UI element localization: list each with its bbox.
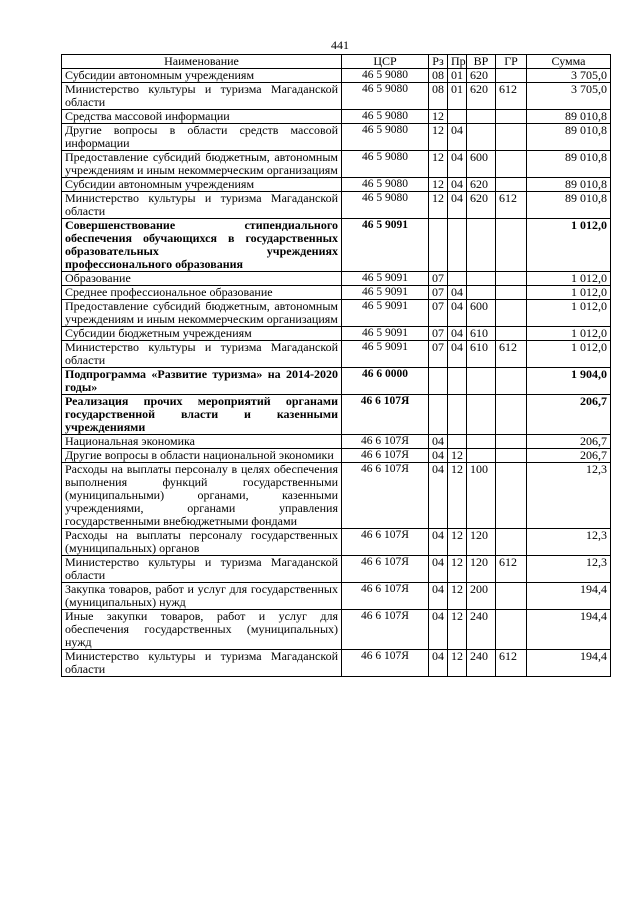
cell-name: Министерство культуры и туризма Магаданской области [62, 192, 342, 219]
table-row [62, 178, 611, 192]
table-row [62, 395, 611, 435]
cell-csr: 46 6 107Я [342, 463, 429, 529]
cell-rz: 04 [429, 529, 448, 556]
table-body [62, 69, 611, 677]
table-row [62, 124, 611, 151]
column-header-gr: ГР [496, 55, 527, 69]
cell-sum: 12,3 [527, 463, 611, 529]
table-row [62, 272, 611, 286]
cell-csr: 46 6 107Я [342, 449, 429, 463]
table-row [62, 583, 611, 610]
cell-pr [448, 219, 467, 272]
cell-rz: 04 [429, 435, 448, 449]
cell-gr [496, 151, 527, 178]
table-row [62, 219, 611, 272]
column-header-csr: ЦСР [342, 55, 429, 69]
table-row [62, 341, 611, 368]
cell-csr: 46 6 107Я [342, 650, 429, 677]
table-row [62, 300, 611, 327]
cell-name: Предоставление субсидий бюджетным, автономным учреждениям и иным некоммерческим организациям [62, 300, 342, 327]
cell-vr: 240 [467, 650, 496, 677]
cell-vr [467, 286, 496, 300]
cell-sum: 12,3 [527, 529, 611, 556]
cell-pr: 01 [448, 69, 467, 83]
cell-pr [448, 368, 467, 395]
cell-vr [467, 219, 496, 272]
cell-pr: 12 [448, 650, 467, 677]
cell-vr: 610 [467, 327, 496, 341]
cell-gr [496, 583, 527, 610]
cell-vr [467, 368, 496, 395]
cell-csr: 46 5 9080 [342, 110, 429, 124]
table-row [62, 610, 611, 650]
cell-csr: 46 5 9091 [342, 300, 429, 327]
cell-pr: 12 [448, 529, 467, 556]
cell-sum: 206,7 [527, 449, 611, 463]
cell-gr [496, 219, 527, 272]
cell-gr: 612 [496, 341, 527, 368]
cell-sum: 89 010,8 [527, 110, 611, 124]
cell-vr: 620 [467, 69, 496, 83]
cell-gr [496, 124, 527, 151]
cell-pr: 01 [448, 83, 467, 110]
cell-gr [496, 529, 527, 556]
cell-sum: 1 904,0 [527, 368, 611, 395]
cell-gr [496, 449, 527, 463]
cell-pr: 04 [448, 300, 467, 327]
cell-rz: 12 [429, 192, 448, 219]
cell-csr: 46 6 107Я [342, 435, 429, 449]
cell-csr: 46 5 9091 [342, 327, 429, 341]
cell-rz: 07 [429, 286, 448, 300]
cell-vr: 610 [467, 341, 496, 368]
cell-pr: 12 [448, 610, 467, 650]
cell-gr [496, 435, 527, 449]
cell-name: Национальная экономика [62, 435, 342, 449]
cell-name: Совершенствование стипендиального обеспечения обучающихся в государственных образовательных учреждениях профессионального образования [62, 219, 342, 272]
cell-pr: 04 [448, 124, 467, 151]
cell-pr [448, 395, 467, 435]
cell-vr: 620 [467, 192, 496, 219]
cell-gr [496, 368, 527, 395]
cell-sum: 206,7 [527, 395, 611, 435]
cell-pr: 12 [448, 449, 467, 463]
cell-sum: 1 012,0 [527, 341, 611, 368]
cell-rz: 04 [429, 650, 448, 677]
table-row [62, 110, 611, 124]
cell-pr [448, 110, 467, 124]
cell-vr [467, 124, 496, 151]
cell-gr: 612 [496, 650, 527, 677]
table-row [62, 435, 611, 449]
cell-csr: 46 5 9091 [342, 341, 429, 368]
cell-name: Реализация прочих мероприятий органами государственной власти и казенными учреждениями [62, 395, 342, 435]
cell-sum: 206,7 [527, 435, 611, 449]
cell-vr: 620 [467, 178, 496, 192]
cell-csr: 46 5 9080 [342, 178, 429, 192]
cell-rz: 12 [429, 124, 448, 151]
cell-csr: 46 5 9091 [342, 272, 429, 286]
cell-name: Другие вопросы в области средств массовой информации [62, 124, 342, 151]
cell-csr: 46 5 9080 [342, 124, 429, 151]
cell-csr: 46 5 9091 [342, 219, 429, 272]
cell-gr [496, 272, 527, 286]
cell-pr: 04 [448, 286, 467, 300]
table-row [62, 556, 611, 583]
cell-sum: 1 012,0 [527, 300, 611, 327]
cell-pr: 04 [448, 327, 467, 341]
cell-vr: 620 [467, 83, 496, 110]
cell-name: Министерство культуры и туризма Магаданской области [62, 341, 342, 368]
cell-sum: 89 010,8 [527, 151, 611, 178]
cell-gr [496, 395, 527, 435]
cell-sum: 89 010,8 [527, 124, 611, 151]
cell-rz: 04 [429, 449, 448, 463]
table-row [62, 529, 611, 556]
cell-rz [429, 395, 448, 435]
cell-pr [448, 435, 467, 449]
cell-sum: 194,4 [527, 650, 611, 677]
cell-rz [429, 219, 448, 272]
cell-rz: 04 [429, 556, 448, 583]
cell-name: Субсидии бюджетным учреждениям [62, 327, 342, 341]
table-row [62, 650, 611, 677]
column-header-rz: Рз [429, 55, 448, 69]
cell-sum: 3 705,0 [527, 83, 611, 110]
cell-name: Расходы на выплаты персоналу в целях обеспечения выполнения функций государственными (муниципальными) органами, казенными учреждениями, органами управления государственными внебюджетными фондами [62, 463, 342, 529]
cell-rz: 12 [429, 151, 448, 178]
cell-sum: 89 010,8 [527, 178, 611, 192]
cell-rz: 07 [429, 300, 448, 327]
cell-pr: 04 [448, 192, 467, 219]
cell-name: Министерство культуры и туризма Магаданской области [62, 556, 342, 583]
table-row [62, 463, 611, 529]
cell-name: Образование [62, 272, 342, 286]
cell-vr: 200 [467, 583, 496, 610]
cell-csr: 46 6 107Я [342, 529, 429, 556]
cell-name: Министерство культуры и туризма Магаданской области [62, 650, 342, 677]
cell-vr: 600 [467, 300, 496, 327]
cell-csr: 46 6 107Я [342, 395, 429, 435]
cell-vr: 600 [467, 151, 496, 178]
cell-sum: 12,3 [527, 556, 611, 583]
cell-pr: 04 [448, 178, 467, 192]
cell-name: Средства массовой информации [62, 110, 342, 124]
cell-rz: 12 [429, 110, 448, 124]
table-header [62, 55, 611, 69]
cell-vr [467, 395, 496, 435]
cell-gr [496, 327, 527, 341]
cell-gr: 612 [496, 83, 527, 110]
cell-vr: 240 [467, 610, 496, 650]
cell-name: Другие вопросы в области национальной экономики [62, 449, 342, 463]
cell-csr: 46 6 0000 [342, 368, 429, 395]
cell-vr: 120 [467, 529, 496, 556]
cell-gr [496, 286, 527, 300]
cell-csr: 46 5 9091 [342, 286, 429, 300]
cell-sum: 194,4 [527, 610, 611, 650]
cell-pr: 04 [448, 341, 467, 368]
cell-sum: 194,4 [527, 583, 611, 610]
cell-name: Иные закупки товаров, работ и услуг для обеспечения государственных (муниципальных) нужд [62, 610, 342, 650]
cell-csr: 46 6 107Я [342, 610, 429, 650]
cell-sum: 1 012,0 [527, 286, 611, 300]
table-row [62, 368, 611, 395]
cell-pr: 12 [448, 556, 467, 583]
cell-gr [496, 69, 527, 83]
cell-csr: 46 5 9080 [342, 192, 429, 219]
cell-gr [496, 300, 527, 327]
cell-rz: 12 [429, 178, 448, 192]
cell-name: Расходы на выплаты персоналу государственных (муниципальных) органов [62, 529, 342, 556]
table-row [62, 151, 611, 178]
table-row [62, 83, 611, 110]
cell-csr: 46 5 9080 [342, 69, 429, 83]
column-header-vr: ВР [467, 55, 496, 69]
cell-rz: 08 [429, 69, 448, 83]
table-row [62, 327, 611, 341]
cell-rz: 07 [429, 327, 448, 341]
cell-vr: 100 [467, 463, 496, 529]
cell-sum: 3 705,0 [527, 69, 611, 83]
cell-vr [467, 449, 496, 463]
cell-vr: 120 [467, 556, 496, 583]
cell-gr [496, 610, 527, 650]
cell-csr: 46 5 9080 [342, 151, 429, 178]
cell-pr: 12 [448, 583, 467, 610]
cell-sum: 89 010,8 [527, 192, 611, 219]
column-header-pr: Пр [448, 55, 467, 69]
cell-rz [429, 368, 448, 395]
cell-name: Предоставление субсидий бюджетным, автономным учреждениям и иным некоммерческим организациям [62, 151, 342, 178]
page-number: 441 [331, 38, 349, 52]
cell-name: Закупка товаров, работ и услуг для государственных (муниципальных) нужд [62, 583, 342, 610]
table-row [62, 192, 611, 219]
cell-vr [467, 272, 496, 286]
column-header-sum: Сумма [527, 55, 611, 69]
cell-sum: 1 012,0 [527, 219, 611, 272]
cell-gr [496, 463, 527, 529]
header-row [62, 55, 611, 69]
cell-rz: 04 [429, 463, 448, 529]
cell-gr: 612 [496, 556, 527, 583]
cell-pr: 04 [448, 151, 467, 178]
cell-sum: 1 012,0 [527, 327, 611, 341]
cell-gr [496, 110, 527, 124]
cell-rz: 04 [429, 610, 448, 650]
budget-table [61, 54, 611, 677]
cell-gr [496, 178, 527, 192]
table-row [62, 69, 611, 83]
cell-csr: 46 6 107Я [342, 556, 429, 583]
table-row [62, 449, 611, 463]
cell-rz: 04 [429, 583, 448, 610]
cell-vr [467, 110, 496, 124]
cell-pr [448, 272, 467, 286]
cell-sum: 1 012,0 [527, 272, 611, 286]
table-row [62, 286, 611, 300]
cell-gr: 612 [496, 192, 527, 219]
cell-rz: 07 [429, 272, 448, 286]
cell-rz: 07 [429, 341, 448, 368]
cell-rz: 08 [429, 83, 448, 110]
cell-vr [467, 435, 496, 449]
cell-csr: 46 5 9080 [342, 83, 429, 110]
cell-name: Субсидии автономным учреждениям [62, 178, 342, 192]
cell-name: Подпрограмма «Развитие туризма» на 2014-2020 годы» [62, 368, 342, 395]
cell-name: Министерство культуры и туризма Магаданской области [62, 83, 342, 110]
cell-name: Среднее профессиональное образование [62, 286, 342, 300]
cell-name: Субсидии автономным учреждениям [62, 69, 342, 83]
column-header-name: Наименование [62, 55, 342, 69]
cell-pr: 12 [448, 463, 467, 529]
cell-csr: 46 6 107Я [342, 583, 429, 610]
